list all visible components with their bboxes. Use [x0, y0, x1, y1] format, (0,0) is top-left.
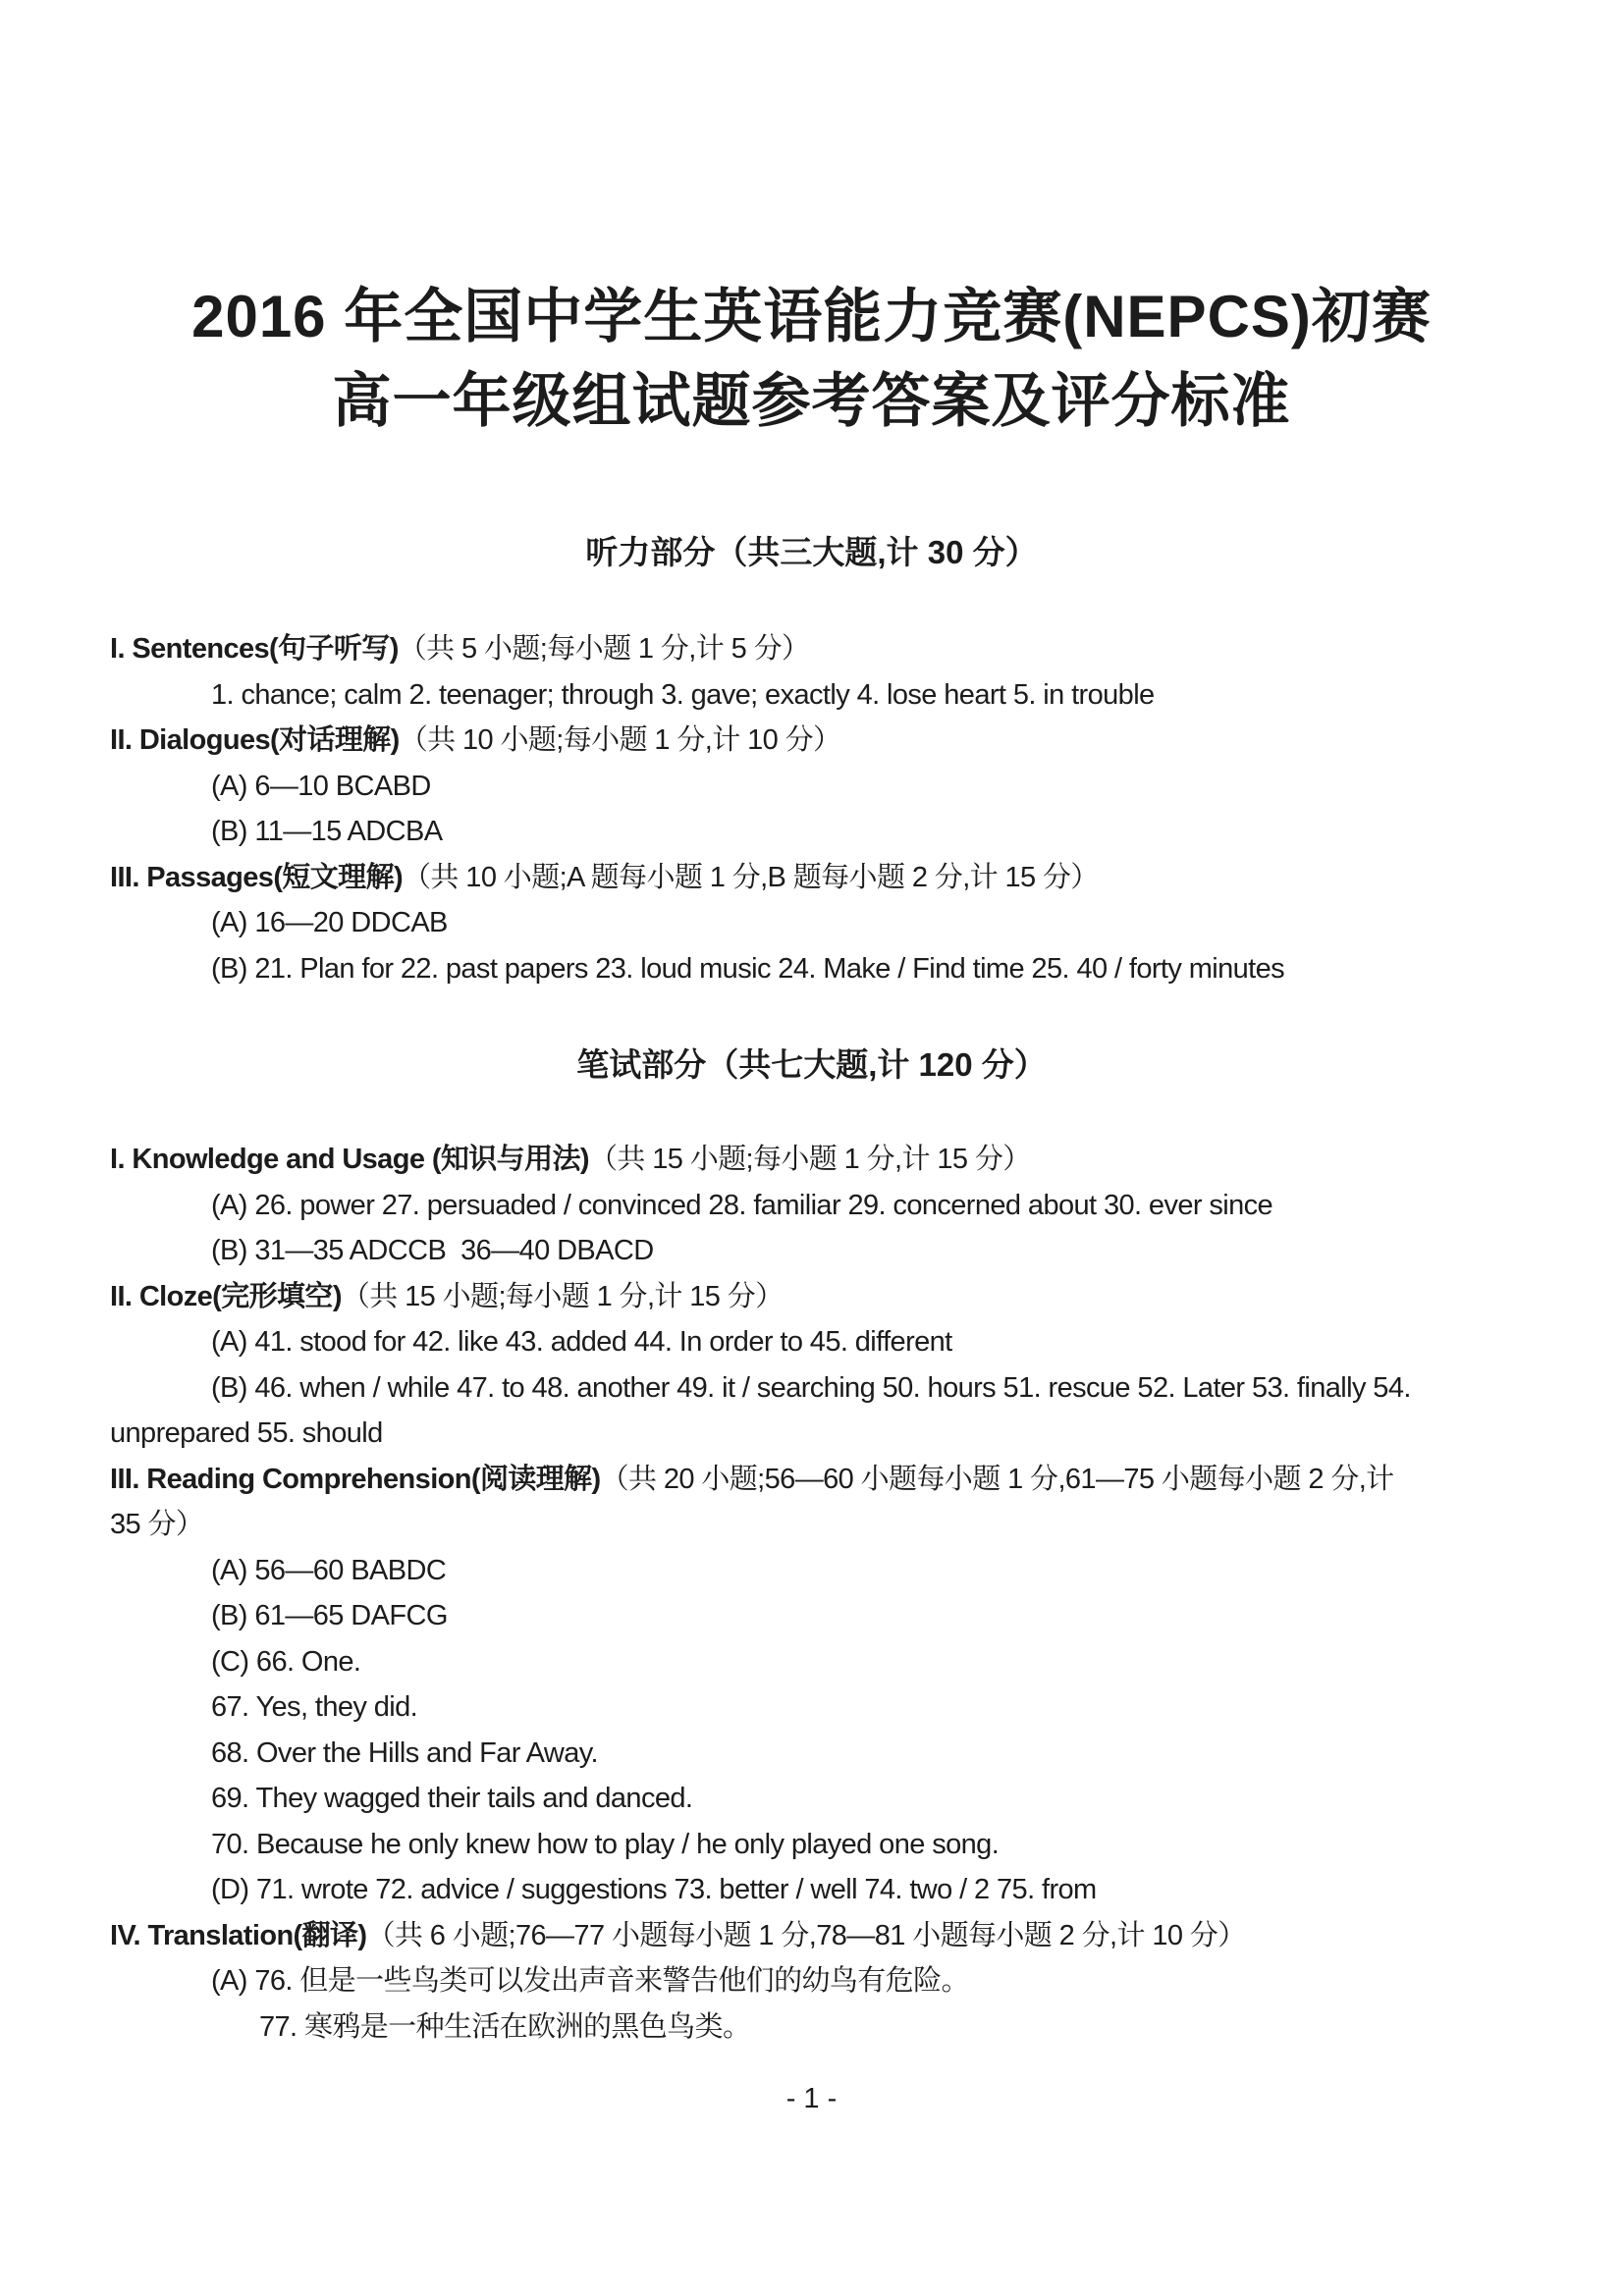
section-meta: （共 20 小题;56—60 小题每小题 1 分,61—75 小题每小题 2 分,计: [600, 1463, 1394, 1495]
section-meta: （共 6 小题;76—77 小题每小题 1 分,78—81 小题每小题 2 分,计 10 分）: [366, 1919, 1246, 1951]
section-sentences: [0, 626, 1623, 672]
section-line-continuation: 35 分）: [110, 1509, 204, 1540]
section-reading-comprehension: [0, 1457, 1623, 1503]
heading-meta: （共七大题,计 120 分）: [706, 1046, 1047, 1083]
listening-section-heading: [0, 530, 1623, 575]
document-title: [0, 0, 1623, 444]
answer-line: (A) 6—10 BCABD: [211, 770, 431, 802]
answer-line: (B) 61—65 DAFCG: [211, 1600, 448, 1631]
section-label: I. Knowledge and Usage (知识与用法): [110, 1144, 589, 1175]
answer-line: (B) 31—35 ADCCB 36—40 DBACD: [211, 1235, 654, 1266]
answer-line-continuation: unprepared 55. should: [110, 1417, 383, 1449]
section-meta: （共 15 小题;每小题 1 分,计 15 分）: [588, 1144, 1031, 1175]
section-label: III. Reading Comprehension(阅读理解): [110, 1463, 601, 1495]
answer-line: (A) 16—20 DDCAB: [211, 907, 448, 938]
page-number: - 1 -: [785, 2083, 838, 2114]
answer-line: (B) 21. Plan for 22. past papers 23. loud music 24. Make / Find time 25. 40 / forty minutes: [211, 952, 1285, 985]
section-passages: [0, 855, 1623, 901]
answer-line: 77. 寒鸦是一种生活在欧洲的黑色鸟类。: [259, 2010, 751, 2043]
answer-line: (B) 46. when / while 47. to 48. another 49. it / searching 50. hours 51. rescue 52. Later 53. finally 54.: [211, 1371, 1411, 1404]
section-label: I. Sentences(句子听写): [110, 633, 399, 665]
section-label: II. Cloze(完形填空): [110, 1280, 342, 1312]
heading-label: 听力部分: [585, 534, 716, 570]
section-label: III. Passages(短文理解): [110, 861, 404, 893]
section-dialogues: [0, 718, 1623, 764]
section-meta: （共 10 小题;每小题 1 分,计 10 分）: [399, 724, 841, 756]
answer-line: (D) 71. wrote 72. advice / suggestions 73. better / well 74. two / 2 75. from: [211, 1874, 1097, 1905]
document-title-line1: 2016 年全国中学生英语能力竞赛(NEPCS)初赛: [191, 284, 1432, 349]
section-knowledge-usage: [0, 1137, 1623, 1183]
answer-line: (A) 41. stood for 42. like 43. added 44. In order to 45. different: [211, 1326, 952, 1358]
section-meta: （共 15 小题;每小题 1 分,计 15 分）: [341, 1280, 784, 1312]
section-translation: [0, 1913, 1623, 1959]
answer-line: (C) 66. One.: [211, 1645, 361, 1678]
answer-line: (B) 11—15 ADCBA: [211, 816, 443, 847]
answer-line: 69. They wagged their tails and danced.: [211, 1783, 693, 1814]
answer-line: 70. Because he only knew how to play / he only played one song.: [211, 1828, 1000, 1860]
answer-line: (A) 76. 但是一些鸟类可以发出声音来警告他们的幼鸟有危险。: [211, 1965, 969, 1997]
section-meta: （共 5 小题;每小题 1 分,计 5 分）: [398, 633, 810, 665]
section-label: II. Dialogues(对话理解): [110, 724, 400, 756]
section-meta: （共 10 小题;A 题每小题 1 分,B 题每小题 2 分,计 15 分）: [403, 861, 1099, 893]
written-section-heading: [0, 1042, 1623, 1088]
answer-line: (A) 56—60 BABDC: [211, 1554, 447, 1586]
section-label: IV. Translation(翻译): [110, 1919, 367, 1951]
answer-line: (A) 26. power 27. persuaded / convinced 28. familiar 29. concerned about 30. ever since: [211, 1189, 1273, 1221]
document-title-line2: 高一年级组试题参考答案及评分标准: [332, 368, 1291, 434]
heading-meta: （共三大题,计 30 分）: [715, 534, 1038, 570]
answer-line: 68. Over the Hills and Far Away.: [211, 1736, 598, 1769]
answer-line: 67. Yes, they did.: [211, 1691, 418, 1723]
answer-line: 1. chance; calm 2. teenager; through 3. gave; exactly 4. lose heart 5. in trouble: [211, 678, 1155, 711]
heading-label: 笔试部分: [576, 1046, 707, 1083]
section-cloze: [0, 1274, 1623, 1320]
